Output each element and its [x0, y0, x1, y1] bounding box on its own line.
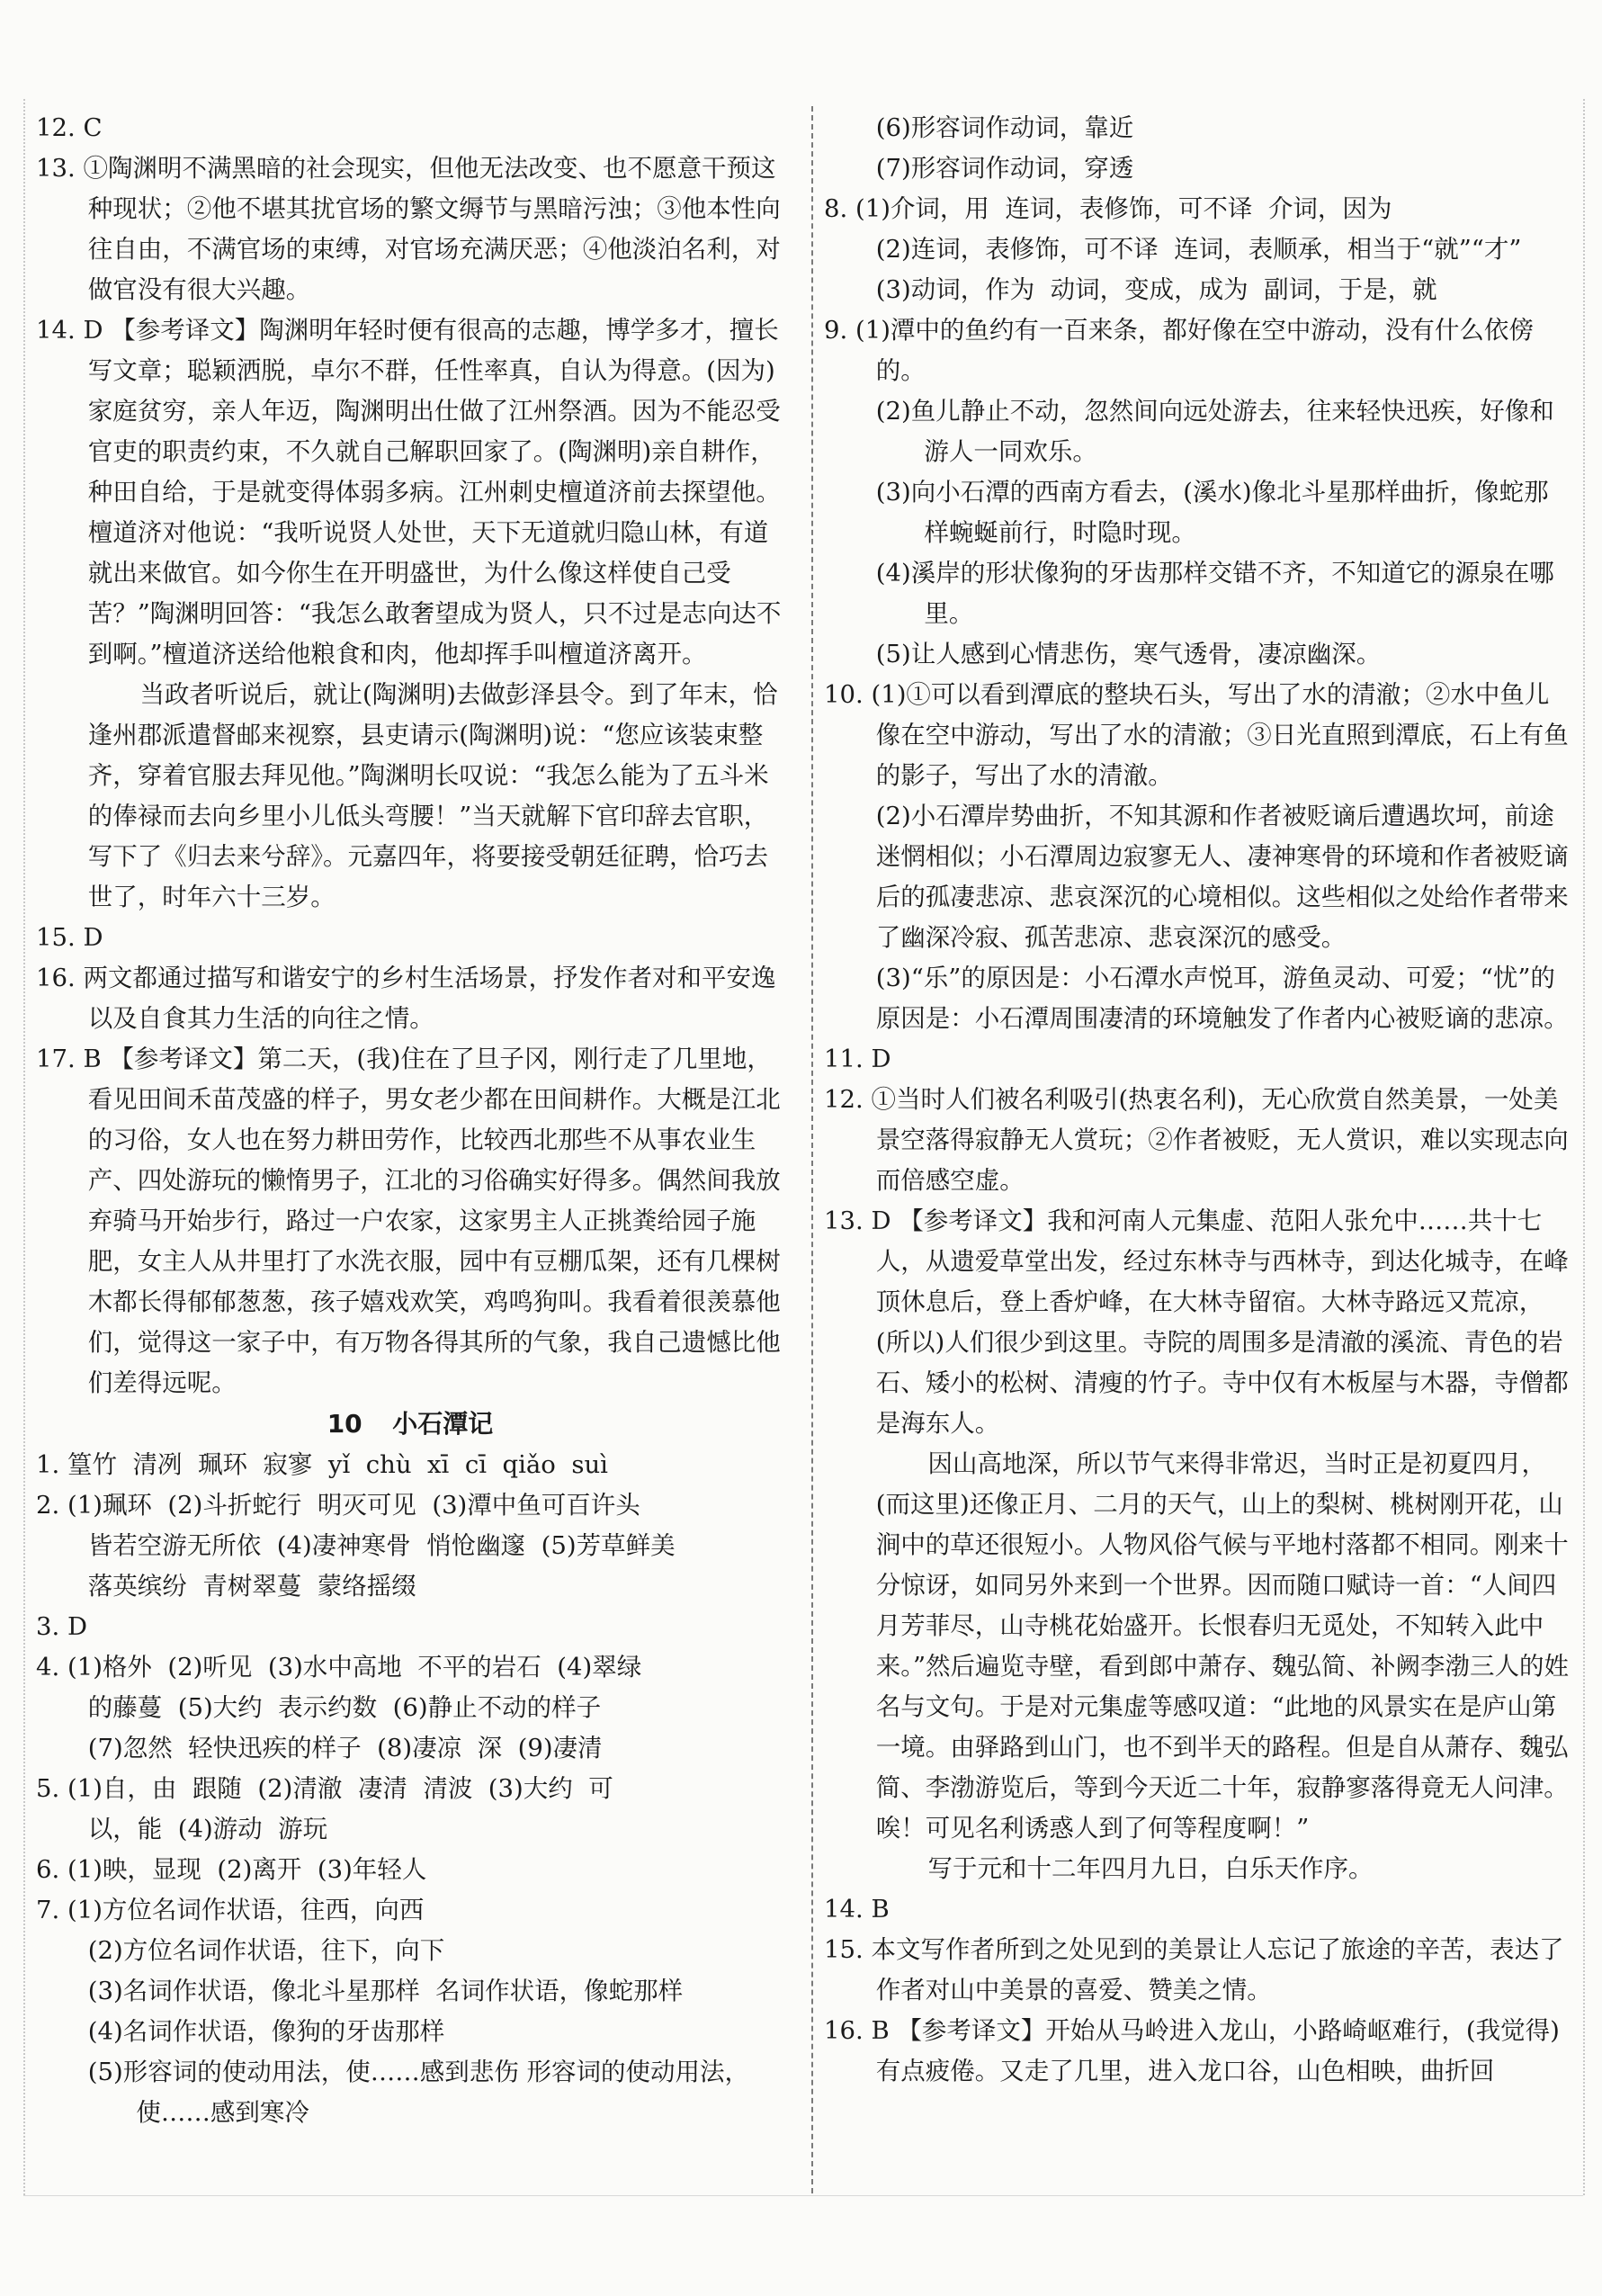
answer-s10-7-2: (2)方位名词作状语，往下，向下: [87, 1936, 445, 1965]
right-binding-dots: [1583, 99, 1585, 2195]
answer-s10-7-6: (6)形容词作动词，靠近: [875, 113, 1134, 142]
answer-s10-2-line3: 落英缤纷 青树翠蔓 蒙络摇缀: [87, 1572, 416, 1601]
answer-14: 14. D 【参考译文】陶渊明年轻时便有很高的志趣，博学多才，擅长写文章；聪颖洒脱，卓尔不群，任性率真，自认为得意。(因为)家庭贫穷，亲人年迈，陶渊明出仕做了江州祭酒。因为不能忍受官吏的职责约束，不久就自己解职回家了。(陶渊明)亲自耕作，种田自给，于是就变得体弱多病。江州刺史檀道济前去探望他。檀道济对他说：“我听说贤人处世，天下无道就归隐山林，有道就出来做官。如今你生在开明盛世，为什么像这样使自己受苦？”陶渊明回答：“我怎么敢奢望成为贤人，只不过是志向达不到啊。”檀道济送给他粮食和肉，他却挥手叫檀道济离开。: [36, 316, 782, 668]
answer-s10-6: 6. (1)映，显现 (2)离开 (3)年轻人: [36, 1855, 427, 1884]
answer-s10-10-3: (3)“乐”的原因是：小石潭水声悦耳，游鱼灵动、可爱；“忧”的原因是：小石潭周围凄清的环境触发了作者内心被贬谪的悲凉。: [875, 964, 1569, 1033]
left-column: [36, 108, 784, 2186]
answer-s10-9-4: [824, 553, 1572, 634]
answer-s10-9-2-text: (2)鱼儿静止不动，忽然间向远处游去，往来轻快迅疾，好像和游人一同欢乐。: [875, 397, 1554, 466]
answer-s10-4-line3: (7)忽然 轻快迅疾的样子 (8)凄凉 深 (9)凄清: [87, 1734, 603, 1762]
section-title: 小石潭记: [392, 1409, 494, 1439]
answer-s10-7-3: (3)名词作状语，像北斗星那样 名词作状语，像蛇那样: [87, 1977, 684, 2005]
answer-s10-7-5: [36, 2052, 784, 2133]
answer-s10-8-2: (2)连词，表修饰，可不译 连词，表顺承，相当于“就”“才”: [875, 235, 1522, 264]
answer-s10-9-5: (5)让人感到心情悲伤，寒气透骨，凄凉幽深。: [875, 640, 1382, 668]
answer-s10-7-7: (7)形容词作动词，穿透: [875, 154, 1134, 183]
right-column: [824, 108, 1572, 2186]
section-heading: [36, 1404, 784, 1445]
answer-s10-10-2: (2)小石潭岸势曲折，不知其源和作者被贬谪后遭遇坎坷，前途迷惘相似；小石潭周边寂寥无人、凄神寒骨的环境和作者被贬谪后的孤凄悲凉、悲哀深沉的心境相似。这些相似之处给作者带来了幽深冷寂、孤苦悲凉、悲哀深沉的感受。: [875, 802, 1569, 952]
answer-s10-16: 16. B 【参考译文】开始从马岭进入龙山，小路崎岖难行，(我觉得)有点疲倦。又走了几里，进入龙口谷，山色相映，曲折回: [824, 2016, 1560, 2085]
answer-s10-7-4: (4)名词作状语，像狗的牙齿那样: [87, 2017, 445, 2046]
answer-s10-4-line1: 4. (1)格外 (2)听见 (3)水中高地 不平的岩石 (4)翠绿: [36, 1653, 642, 1682]
answer-s10-12: 12. ①当时人们被名利吸引(热衷名利)，无心欣赏自然美景，一处美景空落得寂静无人赏玩；②作者被贬，无人赏识，难以实现志向而倍感空虚。: [824, 1085, 1569, 1195]
answer-17: 17. B 【参考译文】第二天，(我)住在了旦子冈，刚行走了几里地，看见田间禾苗茂盛的样子，男女老少都在田间耕作。大概是江北的习俗，女人也在努力耕田劳作，比较西北那些不从事农业生产、四处游玩的懒惰男子，江北的习俗确实好得多。偶然间我放弃骑马开始步行，路过一户农家，这家男主人正挑粪给园子施肥，女主人从井里打了水洗衣服，园中有豆棚瓜架，还有几棵树木都长得郁郁葱葱，孩子嬉戏欢笑，鸡鸣狗叫。我看着很羡慕他们，觉得这一家子中，有万物各得其所的气象，我自己遗憾比他们差得远呢。: [36, 1045, 781, 1397]
answer-s10-9-2: [824, 391, 1572, 472]
answer-s10-3: 3. D: [36, 1612, 88, 1641]
answer-s10-13-paragraph-3: 写于元和十二年四月九日，白乐天作序。: [927, 1854, 1374, 1883]
answer-s10-5-line2: 以，能 (4)游动 游玩: [87, 1815, 328, 1843]
answer-s10-7-1: 7. (1)方位名词作状语，往西，向西: [36, 1896, 425, 1924]
answer-s10-5-line1: 5. (1)自，由 跟随 (2)清澈 凄清 清波 (3)大约 可: [36, 1774, 613, 1803]
answer-s10-9-4-text: (4)溪岸的形状像狗的牙齿那样交错不齐，不知道它的源泉在哪里。: [875, 559, 1554, 628]
answer-13: 13. ①陶渊明不满黑暗的社会现实，但他无法改变、也不愿意干预这种现状；②他不堪其扰官场的繁文缛节与黑暗污浊；③他本性向往自由，不满官场的束缚，对官场充满厌恶；④他淡泊名利，对做官没有很大兴趣。: [36, 154, 781, 304]
answer-s10-8-3: (3)动词，作为 动词，变成，成为 副词，于是，就: [875, 275, 1437, 304]
answer-s10-2-line2: 皆若空游无所依 (4)凄神寒骨 悄怆幽邃 (5)芳草鲜美: [87, 1531, 676, 1560]
answer-16: 16. 两文都通过描写和谐安宁的乡村生活场景，抒发作者对和平安逸以及自食其力生活的向往之情。: [36, 964, 776, 1033]
answer-s10-1: 1. 篁竹 清冽 珮环 寂寥 yǐ chù xī cī qiǎo suì: [36, 1450, 608, 1479]
answer-15: 15. D: [36, 923, 103, 952]
answer-s10-2-line1: 2. (1)珮环 (2)斗折蛇行 明灭可见 (3)潭中鱼可百许头: [36, 1491, 640, 1520]
answer-s10-9-3-text: (3)向小石潭的西南方看去，(溪水)像北斗星那样曲折，像蛇那样蜿蜒前行，时隐时现。: [875, 478, 1549, 547]
answer-s10-15: 15. 本文写作者所到之处见到的美景让人忘记了旅途的辛苦，表达了作者对山中美景的喜爱、赞美之情。: [824, 1935, 1564, 2005]
answer-s10-13: 13. D 【参考译文】我和河南人元集虚、范阳人张允中……共十七人，从遗爱草堂出发，经过东林寺与西林寺，到达化城寺，在峰顶休息后，登上香炉峰，在大林寺留宿。大林寺路远又荒凉，(所以)人们很少到这里。寺院的周围多是清澈的溪流、青色的岩石、矮小的松树、清瘦的竹子。寺中仅有木板屋与木器，寺僧都是海东人。: [824, 1206, 1569, 1438]
answer-s10-14: 14. B: [824, 1895, 890, 1924]
answer-s10-13-paragraph-2: 因山高地深，所以节气来得非常迟，当时正是初夏四月，(而这里)还像正月、二月的天气，山上的梨树、桃树刚开花，山涧中的草还很短小。人物风俗气候与平地村落都不相同。刚来十分惊讶，如同另外来到一个世界。因而随口赋诗一首：“人间四月芳菲尽，山寺桃花始盛开。长恨春归无觅处，不知转入此中来。”然后遍览寺壁，看到郎中萧存、魏弘简、补阙李渤三人的姓名与文句。于是对元集虚等感叹道：“此地的风景实在是庐山第一境。由驿路到山门，也不到半天的路程。但是自从萧存、魏弘简、李渤游览后，等到今天近二十年，寂静寥落得竟无人问津。唉！可见名利诱惑人到了何等程度啊！”: [875, 1449, 1570, 1843]
answer-s10-7-5-text: (5)形容词的使动用法，使……感到悲伤 形容词的使动用法，使……感到寒冷: [87, 2058, 749, 2127]
answer-s10-11: 11. D: [824, 1045, 891, 1073]
answer-12: 12. C: [36, 113, 103, 142]
answer-s10-10-1: 10. (1)①可以看到潭底的整块石头，写出了水的清澈；②水中鱼儿像在空中游动，写出了水的清澈；③日光直照到潭底，石上有鱼的影子，写出了水的清澈。: [824, 680, 1569, 790]
answer-s10-4-line2: 的藤蔓 (5)大约 表示约数 (6)静止不动的样子: [87, 1693, 602, 1722]
left-binding-dots: [23, 99, 25, 2195]
answer-14-paragraph-2: 当政者听说后，就让(陶渊明)去做彭泽县令。到了年末，恰逢州郡派遣督邮来视察，县吏请示(陶渊明)说：“您应该装束整齐，穿着官服去拜见他。”陶渊明长叹说：“我怎么能为了五斗米的俸禄而去向乡里小儿低头弯腰！”当天就解下官印辞去官职，写下了《归去来兮辞》。元嘉四年，将要接受朝廷征聘，恰巧去世了，时年六十三岁。: [87, 680, 778, 911]
bottom-rule: [23, 2195, 1583, 2196]
column-divider: [811, 106, 813, 2193]
section-number: 10: [327, 1409, 362, 1439]
answer-s10-8-1: 8. (1)介词，用 连词，表修饰，可不译 介词，因为: [824, 194, 1392, 223]
answer-s10-9-1: 9. (1)潭中的鱼约有一百来条，都好像在空中游动，没有什么依傍的。: [824, 316, 1534, 385]
answer-s10-9-3: [824, 472, 1572, 553]
